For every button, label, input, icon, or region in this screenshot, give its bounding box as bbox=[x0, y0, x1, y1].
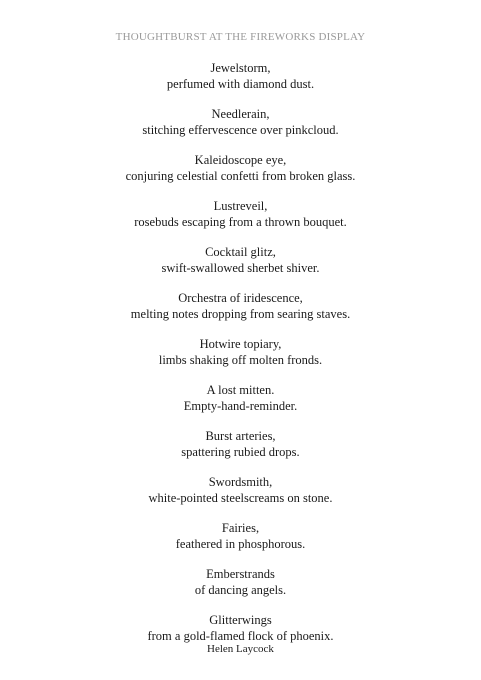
poem-line: Hotwire topiary, bbox=[199, 337, 282, 351]
poem-line: Jewelstorm, bbox=[210, 61, 271, 75]
poem-line: Fairies, bbox=[221, 521, 260, 535]
poem-title: THOUGHTBURST AT THE FIREWORKS DISPLAY bbox=[115, 31, 366, 43]
stanza bbox=[0, 244, 481, 290]
poem-line: Burst arteries, bbox=[205, 429, 276, 443]
stanza bbox=[0, 152, 481, 198]
poem-line: perfumed with diamond dust. bbox=[166, 77, 315, 91]
stanza bbox=[0, 382, 481, 428]
poem-line: Empty-hand-reminder. bbox=[183, 399, 298, 413]
stanza bbox=[0, 474, 481, 520]
poem-line: Orchestra of iridescence, bbox=[178, 291, 303, 305]
poem-body bbox=[0, 60, 481, 658]
author-name: Helen Laycock bbox=[207, 643, 274, 655]
stanza bbox=[0, 106, 481, 152]
poem-line: limbs shaking off molten fronds. bbox=[158, 353, 323, 367]
stanza bbox=[0, 198, 481, 244]
poem-line: conjuring celestial confetti from broken glass. bbox=[125, 169, 356, 183]
stanza bbox=[0, 336, 481, 382]
stanza bbox=[0, 428, 481, 474]
poem-line: A lost mitten. bbox=[206, 383, 275, 397]
poem-line: Glitterwings bbox=[209, 613, 272, 627]
poem-line: white-pointed steelscreams on stone. bbox=[148, 491, 333, 505]
poem-line: of dancing angels. bbox=[194, 583, 287, 597]
poem-line: feathered in phosphorous. bbox=[175, 537, 306, 551]
poem-line: melting notes dropping from searing staves. bbox=[130, 307, 351, 321]
poem-line: Lustreveil, bbox=[213, 199, 268, 213]
stanza bbox=[0, 290, 481, 336]
poem-line: Cocktail glitz, bbox=[205, 245, 276, 259]
poem-line: spattering rubied drops. bbox=[181, 445, 300, 459]
stanza bbox=[0, 60, 481, 106]
poem-line: Kaleidoscope eye, bbox=[194, 153, 287, 167]
poem-line: from a gold-flamed flock of phoenix. bbox=[147, 629, 334, 643]
poem-line: rosebuds escaping from a thrown bouquet. bbox=[134, 215, 347, 229]
poem-line: Emberstrands bbox=[206, 567, 275, 581]
poem-line: stitching effervescence over pinkcloud. bbox=[142, 123, 339, 137]
poem-line: Swordsmith, bbox=[208, 475, 273, 489]
poem-line: Needlerain, bbox=[211, 107, 270, 121]
stanza bbox=[0, 520, 481, 566]
poem-line: swift-swallowed sherbet shiver. bbox=[161, 261, 320, 275]
stanza bbox=[0, 566, 481, 612]
